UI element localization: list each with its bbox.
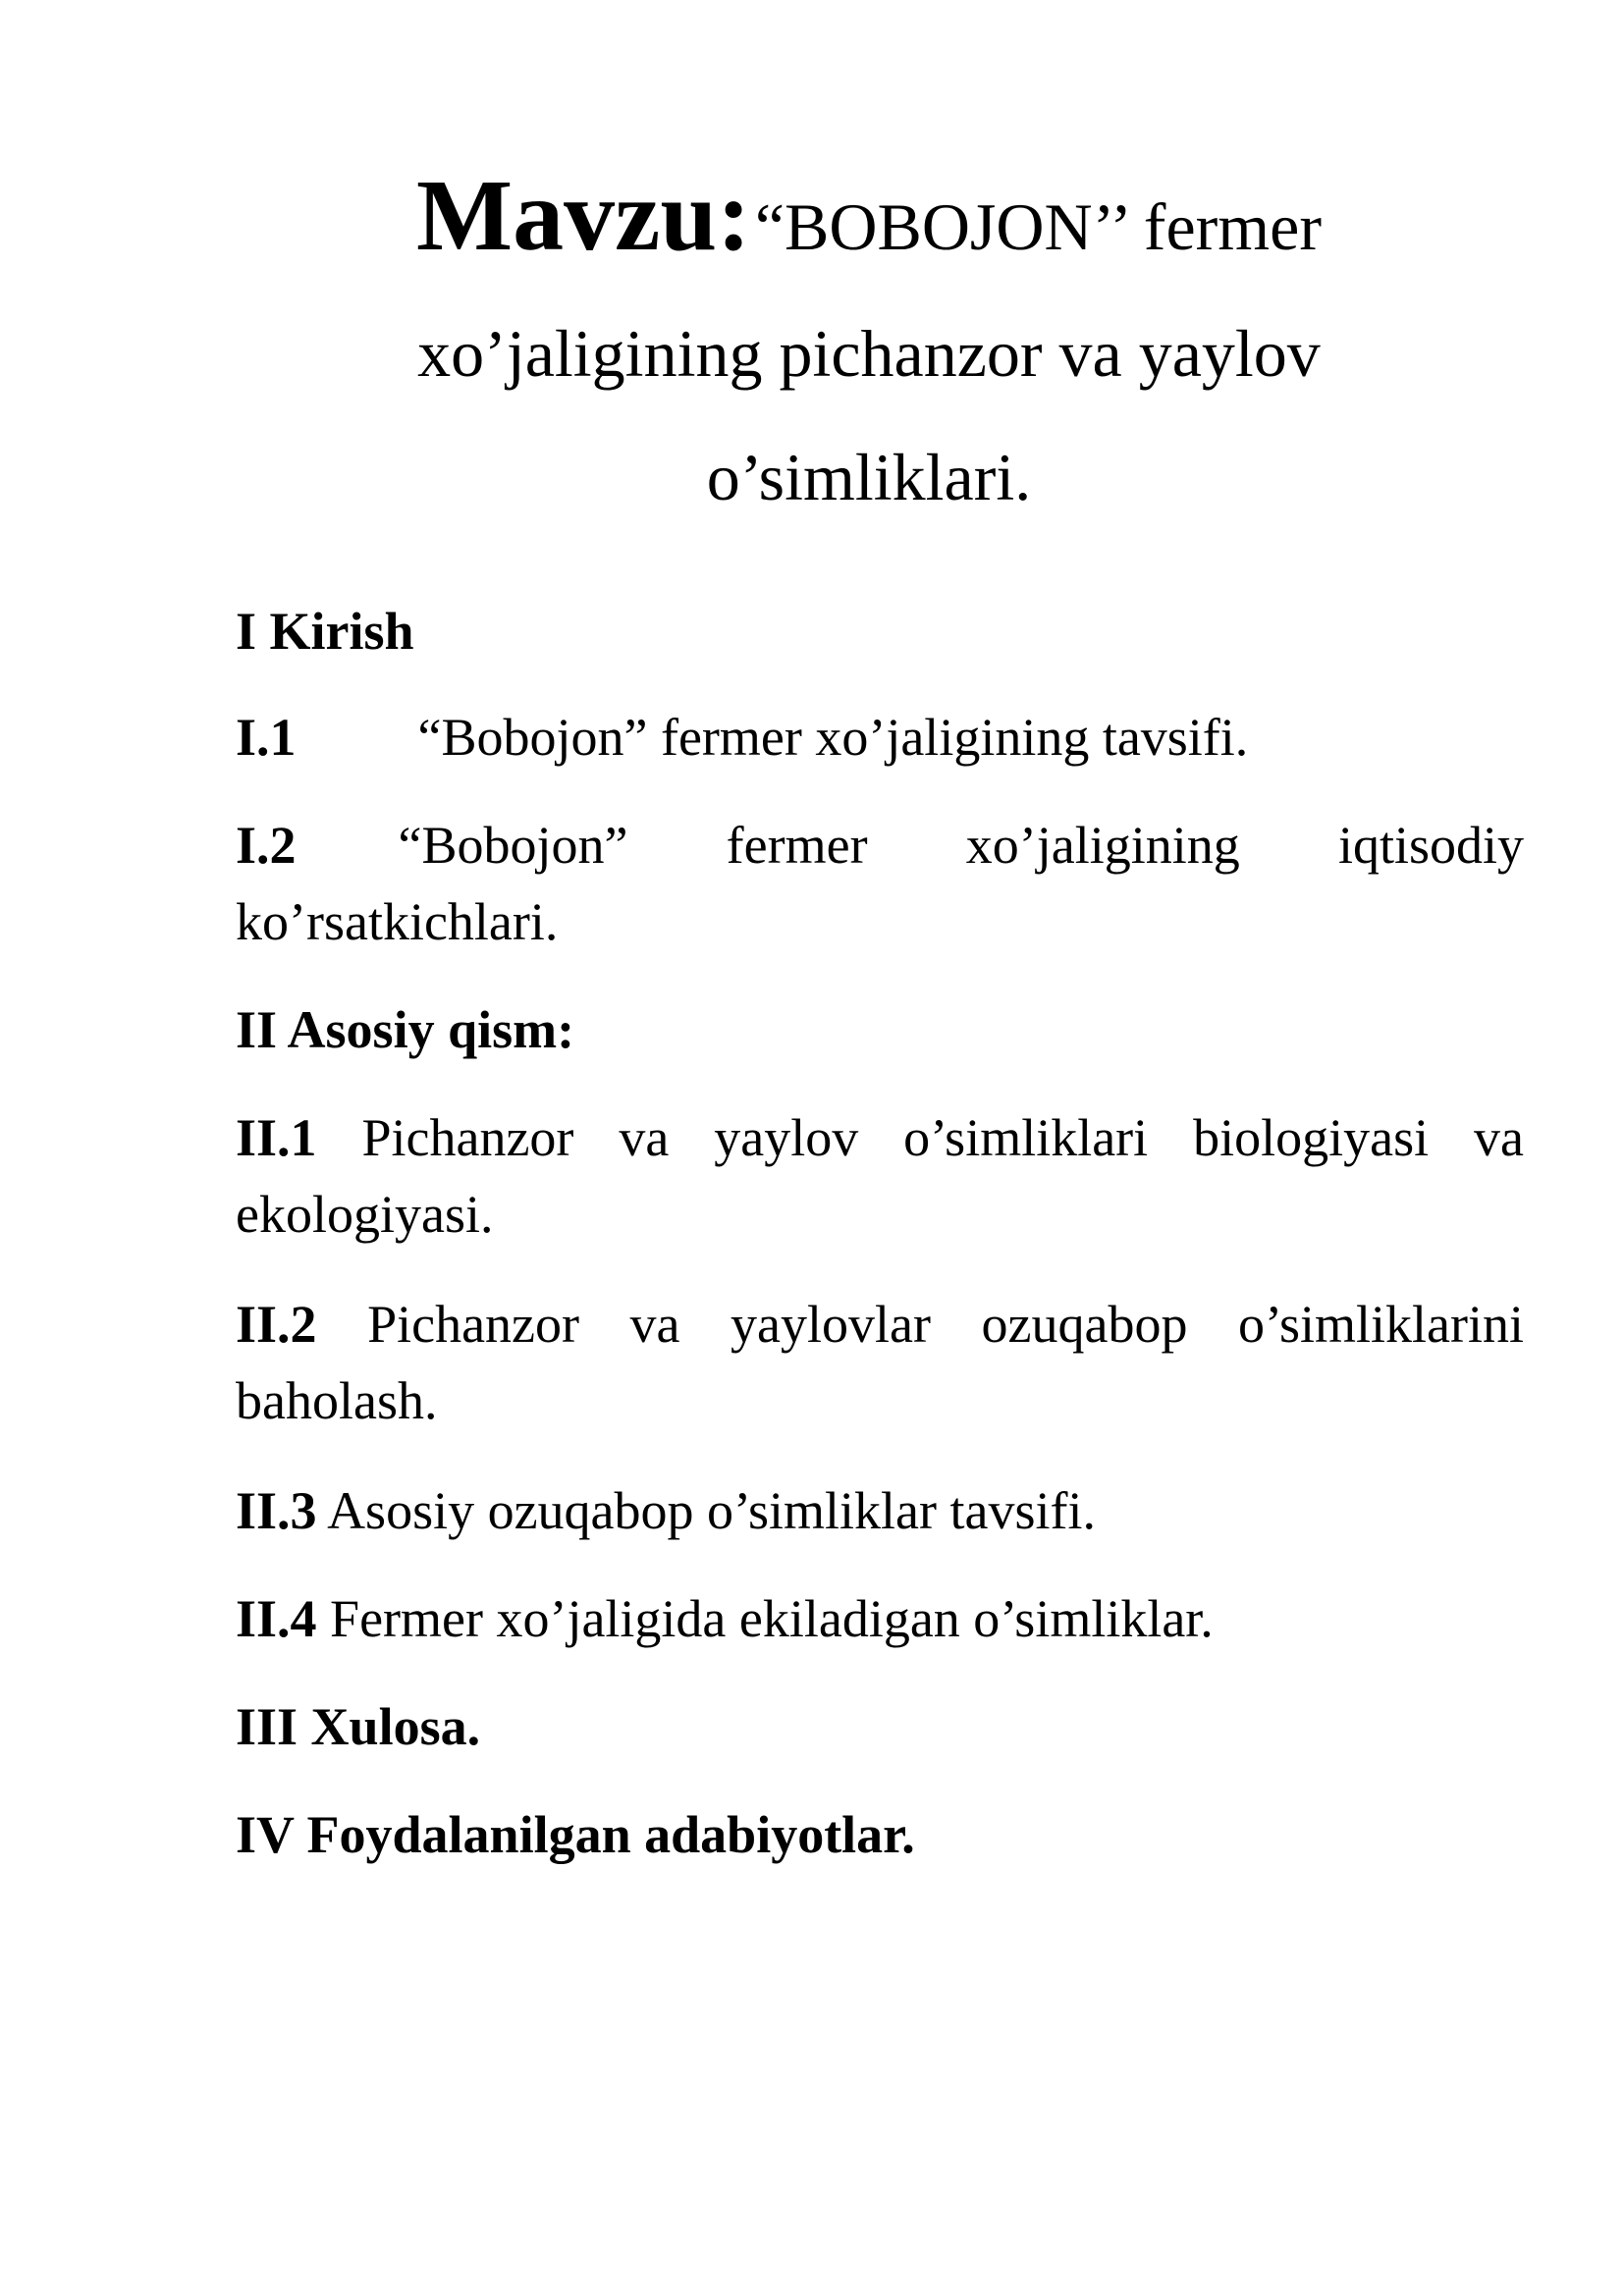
toc-heading-conclusion: III Xulosa. xyxy=(236,1697,481,1756)
toc-heading-main: II Asosiy qism: xyxy=(236,1000,575,1059)
toc-item-i2 xyxy=(236,807,1524,960)
toc-item-ii2 xyxy=(236,1286,1524,1439)
toc-item-number: II.3 xyxy=(236,1481,317,1540)
toc-item-text: “Bobojon” fermer xo’jaligining tavsifi. xyxy=(417,708,1249,767)
toc-item-ii3 xyxy=(236,1472,1524,1549)
toc-item-number: I.2 xyxy=(236,816,297,875)
toc-heading-intro: I Kirish xyxy=(236,602,414,661)
toc-heading-references: IV Foydalanilgan adabiyotlar. xyxy=(236,1805,915,1864)
title-text-part-1: “BOBOJON’’ fermer xyxy=(754,189,1322,264)
topic-label: Mavzu: xyxy=(416,159,751,272)
toc-item-number: II.1 xyxy=(236,1108,317,1167)
toc-item-text: Asosiy ozuqabop o’simliklar tavsifi. xyxy=(327,1481,1096,1540)
toc-item-ii1 xyxy=(236,1099,1524,1253)
toc-item-ii4 xyxy=(236,1580,1524,1657)
title-line-1 xyxy=(236,147,1502,285)
toc-item-number: II.4 xyxy=(236,1589,317,1648)
toc-item-text: Fermer xo’jaligida ekiladigan o’simliklar. xyxy=(330,1589,1214,1648)
toc-item-text: “Bobojon” fermer xo’jaligining iqtisodiy ko’rsatkichlari. xyxy=(236,816,1524,951)
toc-item-number: II.2 xyxy=(236,1295,317,1354)
toc-item-text: Pichanzor va yaylov o’simliklari biologiyasi va ekologiyasi. xyxy=(236,1108,1525,1244)
toc-item-i1 xyxy=(236,699,1524,775)
toc-item-text: Pichanzor va yaylovlar ozuqabop o’simliklarini baholash. xyxy=(236,1295,1524,1430)
toc-item-number: I.1 xyxy=(236,708,297,767)
title-line-3: o’simliklari. xyxy=(706,440,1032,514)
title-line-2: xo’jaligining pichanzor va yaylov xyxy=(417,316,1321,391)
